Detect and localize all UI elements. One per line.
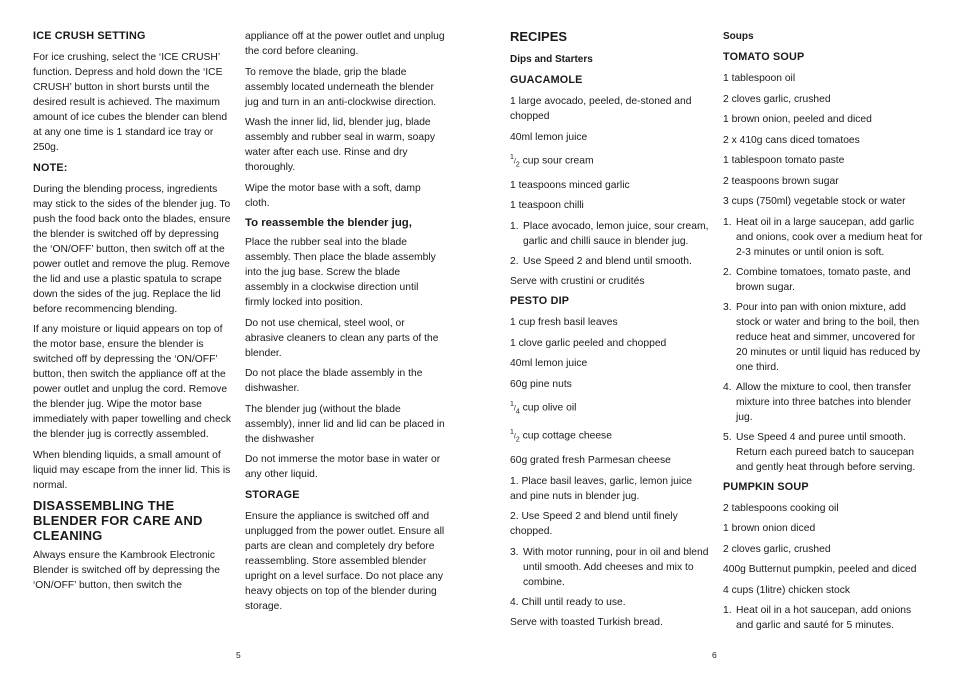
ingredient: 1 clove garlic peeled and chopped xyxy=(510,337,667,349)
fraction-numerator: 1 xyxy=(510,154,514,161)
soups-heading: Soups xyxy=(723,31,754,42)
ice-crush-heading: ICE CRUSH SETTING xyxy=(33,30,146,42)
note-heading: NOTE: xyxy=(33,161,68,174)
ingredient: 4 cups (1litre) chicken stock xyxy=(723,584,851,596)
pumpkin-soup-heading: PUMPKIN SOUP xyxy=(723,480,809,493)
ingredient: 3 cups (750ml) vegetable stock or water xyxy=(723,196,906,207)
recipe-step xyxy=(510,545,710,590)
step-number: 5. xyxy=(723,431,732,443)
disassembling-text: Always ensure the Kambrook Electronic Blender is switched off by depressing the ‘ON/OFF’ button, then switch the xyxy=(33,550,220,591)
storage-heading: STORAGE xyxy=(245,488,300,501)
recipe-step: 2. Use Speed 2 and blend until finely chopped. xyxy=(510,511,678,538)
cleaning-paragraph-3: Wash the inner lid, lid, blender jug, blade assembly and rubber seal in warm, soapy water after each use. Rinse and dry thoroughly. xyxy=(245,117,436,173)
step-number: 4. xyxy=(723,381,732,393)
disassembling-heading: DISASSEMBLING THE BLENDER FOR CARE AND CLEANING xyxy=(33,498,203,543)
step-text: Combine tomatoes, tomato paste, and brown sugar. xyxy=(736,266,911,293)
ingredient: 1 cup fresh basil leaves xyxy=(510,317,618,329)
fraction-numerator: 1 xyxy=(510,401,514,409)
ingredient: 2 cloves garlic, crushed xyxy=(723,93,831,105)
step-number: 2. xyxy=(510,255,519,267)
dips-starters-heading: Dips and Starters xyxy=(510,54,593,65)
cleaning-paragraph-1: appliance off at the power outlet and unplug the cord before cleaning. xyxy=(245,31,445,57)
recipe-step xyxy=(723,215,923,260)
ingredient: 1 brown onion, peeled and diced xyxy=(723,114,872,125)
step-text: Pour into pan with onion mixture, add stock or water and bring to the boil, then reduce heat and simmer, uncovered for 20 minutes or until liquid has reduced by one third. xyxy=(736,301,921,373)
ingredient: 40ml lemon juice xyxy=(510,131,588,143)
ingredient-text: cup cottage cheese xyxy=(519,430,612,442)
recipe-step xyxy=(723,300,923,375)
fraction-denominator: 4 xyxy=(515,408,520,416)
serving-suggestion: Serve with crustini or crudités xyxy=(510,275,645,287)
ingredient: 1 tablespoon oil xyxy=(723,73,796,84)
left-column-1 xyxy=(33,29,233,599)
cleaning-paragraph-2: To remove the blade, grip the blade assembly located underneath the blender jug and turn in an anti-clockwise direction. xyxy=(245,66,437,108)
step-text: Use Speed 4 and puree until smooth. Return each pureed batch to saucepan and gently heat through before serving. xyxy=(736,431,916,473)
step-text: Place avocado, lemon juice, sour cream, garlic and chilli sauce in blender jug. xyxy=(523,220,709,247)
fraction-numerator: 1 xyxy=(510,429,514,437)
fraction-slash: / xyxy=(513,405,516,413)
reassemble-heading: To reassemble the blender jug, xyxy=(245,217,412,229)
ingredient-text: cup sour cream xyxy=(519,155,594,167)
tomato-soup-heading: TOMATO SOUP xyxy=(723,51,805,63)
recipe-step: 1. Place basil leaves, garlic, lemon juice and pine nuts in blender jug. xyxy=(510,475,693,502)
note-paragraph-2: If any moisture or liquid appears on top of the motor base, ensure the blender is switched off by depressing the ‘ON/OFF’ button, then switch the appliance off at the power outlet and unplug the cord. Remove the blender jug. Wipe the motor base immediately with paper towelling and check the blender jug is correctly assembled. xyxy=(33,324,232,440)
fraction-denominator: 2 xyxy=(515,436,520,444)
step-number: 3. xyxy=(723,301,732,313)
fraction-slash: / xyxy=(513,158,516,166)
note-paragraph-1: During the blending process, ingredients may stick to the sides of the blender jug. To push the food back onto the blades, ensure the blender is switched off by depressing the ‘ON/OFF’ button, then switch off at the power outlet and remove the plug. Remove the lid and use a plastic spatula to scrape down the sides of the jug. Replace the lid before recommencing blending. xyxy=(33,183,231,315)
recipes-heading: RECIPES xyxy=(510,29,568,44)
right-column-2 xyxy=(723,29,923,638)
recipe-step: 4. Chill until ready to use. xyxy=(510,596,626,608)
cleaning-warning-2: Do not place the blade assembly in the dishwasher. xyxy=(245,368,423,394)
step-number: 1. xyxy=(723,216,732,228)
pesto-heading: PESTO DIP xyxy=(510,295,570,308)
dishwasher-note: The blender jug (without the blade assembly), inner lid and lid can be placed in the dishwasher xyxy=(245,403,445,445)
immerse-warning: Do not immerse the motor base in water or any other liquid. xyxy=(245,454,441,480)
ingredient-text: cup olive oil xyxy=(519,402,577,414)
step-text: Use Speed 2 and blend until smooth. xyxy=(523,255,692,267)
ingredient-fraction xyxy=(510,397,710,419)
page-number-left: 5 xyxy=(236,650,241,660)
ingredient-fraction xyxy=(510,150,710,172)
recipe-step xyxy=(723,430,923,475)
ingredient: 2 cloves garlic, crushed xyxy=(723,543,831,555)
recipe-step xyxy=(510,254,710,269)
recipe-step xyxy=(723,380,923,425)
ingredient: 400g Butternut pumpkin, peeled and diced xyxy=(723,564,917,575)
reassemble-paragraph: Place the rubber seal into the blade assembly. Then place the blade assembly into the jug base. Screw the blade assembly in a clockwise direction until firmly locked into position. xyxy=(245,237,436,308)
cleaning-warning-1: Do not use chemical, steel wool, or abrasive cleaners to clean any parts of the blender. xyxy=(245,317,439,359)
fraction-denominator: 2 xyxy=(515,161,520,169)
right-column-1 xyxy=(510,29,710,636)
serving-suggestion: Serve with toasted Turkish bread. xyxy=(510,617,663,629)
fraction-slash: / xyxy=(513,433,516,441)
ingredient: 1 brown onion diced xyxy=(723,523,816,534)
recipe-step xyxy=(723,603,923,633)
recipe-step xyxy=(723,265,923,295)
note-paragraph-3: When blending liquids, a small amount of liquid may escape from the inner lid. This is normal. xyxy=(33,449,231,491)
step-text: With motor running, pour in oil and blend until smooth. Add cheeses and mix to combine. xyxy=(523,546,709,588)
ingredient: 40ml lemon juice xyxy=(510,358,588,370)
guacamole-heading: GUACAMOLE xyxy=(510,74,583,86)
step-number: 3. xyxy=(510,546,519,558)
cleaning-paragraph-4: Wipe the motor base with a soft, damp cloth. xyxy=(245,182,421,209)
ingredient: 1 large avocado, peeled, de-stoned and chopped xyxy=(510,96,692,122)
left-column-2 xyxy=(245,29,445,619)
step-number: 2. xyxy=(723,266,732,278)
ingredient-fraction xyxy=(510,425,710,447)
ingredient: 2 teaspoons brown sugar xyxy=(723,175,839,187)
step-text: Heat oil in a hot saucepan, add onions and garlic and sauté for 5 minutes. xyxy=(736,605,912,631)
recipe-step xyxy=(510,219,710,249)
ingredient: 2 x 410g cans diced tomatoes xyxy=(723,134,860,146)
ingredient: 60g grated fresh Parmesan cheese xyxy=(510,455,671,467)
step-text: Heat oil in a large saucepan, add garlic and onions, cook over a medium heat for 2-3 minutes or until onion is soft. xyxy=(736,216,923,258)
ingredient: 1 tablespoon tomato paste xyxy=(723,155,845,166)
step-text: Allow the mixture to cool, then transfer mixture into three batches into blender jug. xyxy=(736,381,912,423)
ice-crush-text: For ice crushing, select the ‘ICE CRUSH’ function. Depress and hold down the ‘ICE CRUSH’ button in short bursts until the desired result is achieved. The maximum amount of ice cubes the blender can blend at any one time is 1 standard ice tray or 250g. xyxy=(33,52,228,153)
storage-text: Ensure the appliance is switched off and unplugged from the power outlet. Ensure all parts are clean and completely dry before reassembling. Store assembled blender upright on a level surface. Do not place any heavy objects on top of the blender during storage. xyxy=(245,510,445,612)
ingredient: 60g pine nuts xyxy=(510,378,572,390)
ingredient: 1 teaspoons minced garlic xyxy=(510,179,630,191)
step-number: 1. xyxy=(510,220,519,232)
ingredient: 2 tablespoons cooking oil xyxy=(723,502,839,514)
step-number: 1. xyxy=(723,605,732,616)
page-number-right: 6 xyxy=(712,650,717,660)
ingredient: 1 teaspoon chilli xyxy=(510,200,584,212)
